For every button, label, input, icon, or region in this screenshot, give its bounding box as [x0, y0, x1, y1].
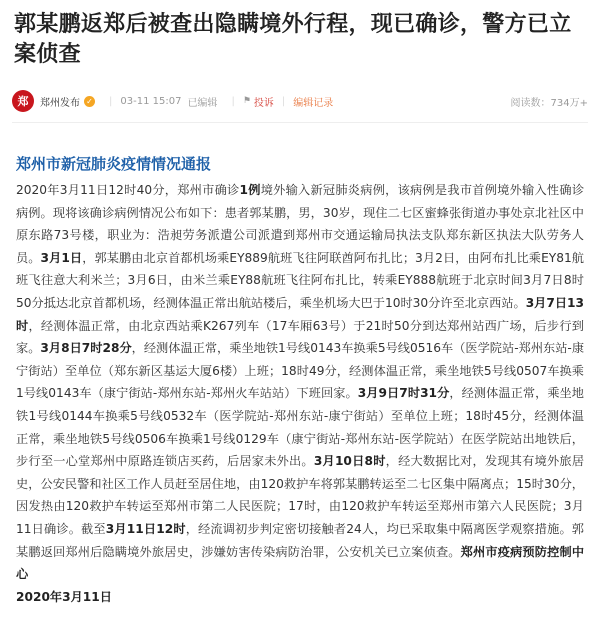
notice-text: ，经大数据比对，发现其有境外旅居史，公安民警和社区工作人员赶至居住地，由120救护车将郭某鹏转运至二七区集中隔离点；15时30分，因发热由120救护车转运至郑州市第二人民医院；17时，由120救护车转运至郑州市第六人民医院；3月11日确诊。截至	[16, 454, 585, 536]
verified-badge-icon: ✓	[84, 96, 95, 107]
source-name-link[interactable]: 郑州发布	[40, 97, 80, 109]
notice-signature-date: 2020年3月11日	[16, 589, 112, 604]
edited-label: 已编辑	[187, 97, 218, 109]
report-link[interactable]: 投诉	[253, 97, 274, 109]
notice-title: 郑州市新冠肺炎疫情情况通报	[16, 155, 212, 173]
meta-separator: |	[231, 95, 235, 107]
notice-text: ，经流调初步判定密切接触者24人，均已采取集中隔离医学观察措施。郭某鹏返回郑州后隐瞒境外旅居史，涉嫌妨害传染病防治罪，公安机关已立案侦查。	[16, 521, 584, 559]
notice-signature-org: 郑州市疫病预防控制中心	[16, 544, 585, 582]
article-meta-bar	[12, 84, 588, 118]
source-avatar[interactable]: 郑	[12, 90, 34, 112]
notice-text: ，经测体温正常，由北京西站乘K267列车（17车厢63号）于21时50分到达郑州站西广场，后步行到家。	[16, 318, 584, 356]
notice-date-highlight: 1例	[239, 183, 261, 197]
meta-separator: |	[109, 95, 113, 107]
notice-date-highlight: 3月1日	[40, 250, 83, 265]
notice-date-highlight: 3月10日8时	[313, 454, 386, 469]
publish-time: 03-11 15:07	[120, 95, 182, 107]
notice-text: ，经测体温正常，乘坐地铁1号线0143车换乘5号线0516车（医学院站-郑州东站-康宁街站）至单位（郑东新区基运大厦6楼）上班；18时49分，经测体温正常，乘坐地铁5号线0507车换乘1号线0143车（康宁街站-郑州东站-郑州火车站站）下班回家。	[16, 341, 585, 401]
notice-date-highlight: 3月8日7时28分	[40, 341, 132, 356]
notice-text: 2020年3月11日12时40分，郑州市确诊	[16, 183, 240, 197]
meta-separator: |	[281, 95, 286, 107]
notice-date-highlight: 3月9日7时31分	[357, 386, 450, 401]
notice-date-highlight: 3月7日13时	[16, 295, 585, 333]
notice-body	[16, 179, 584, 586]
notice-text: ，经测体温正常，乘坐地铁1号线0144车换乘5号线0532车（医学院站-郑州东站-康宁街站）至单位上班；18时45分，经测体温正常，乘坐地铁5号线0506车换乘1号线0129车（康宁街站-郑州东站-医学院站）在医学院站出地铁后，步行至一心堂郑州中原路连锁店买药，后居家未外出。	[16, 386, 584, 469]
notice-text: ，郭某鹏由北京首都机场乘EY889航班飞往阿联酋阿布扎比；3月2日，由阿布扎比乘EY81航班飞往意大利米兰；3月6日，由米兰乘EY88航班飞往阿布扎比，转乘EY888航班于北京时间3月7日8时50分抵达北京首都机场，经测体温正常出航站楼后，乘坐机场大巴于10时30分许至北京西站。	[16, 250, 584, 310]
notice-section	[0, 153, 600, 608]
report-flag-icon: ⚑	[242, 96, 251, 106]
notice-date-highlight: 3月11日12时	[105, 521, 186, 536]
article-headline: 郭某鹏返郑后被查出隐瞒境外行程，现已确诊，警方已立案侦查	[14, 12, 572, 67]
edit-log-link[interactable]: 编辑记录	[293, 97, 334, 109]
read-count: 阅读数：734万+	[510, 97, 588, 109]
notice-text: 境外输入新冠肺炎病例，该病例是我市首例境外输入性确诊病例。现将该确诊病例情况公布如下：患者郭某鹏，男，30岁，现住二七区蜜蜂张街道办事处京北社区中原东路73号楼，职业为：浩昶劳务派遣公司派遣到郑州市交通运输局执法支队郑东新区执法大队劳务人员。	[16, 183, 585, 265]
meta-divider	[12, 122, 588, 123]
